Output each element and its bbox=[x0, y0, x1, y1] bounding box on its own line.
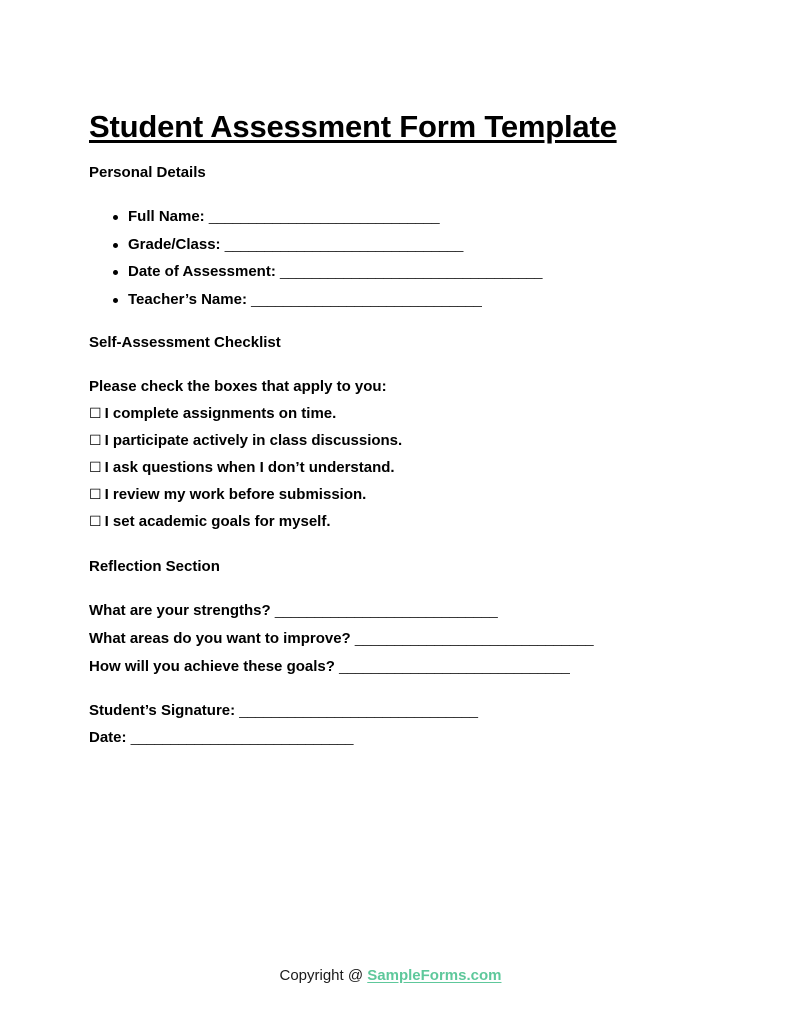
signature-block bbox=[89, 701, 478, 755]
answer-blank-strengths[interactable]: ____________________________ bbox=[274, 602, 498, 619]
list-item bbox=[89, 601, 593, 629]
answer-blank-achieve-goals[interactable]: _____________________________ bbox=[339, 658, 570, 675]
field-blank-full-name[interactable]: _____________________________ bbox=[208, 208, 440, 225]
field-blank-grade-class[interactable]: ______________________________ bbox=[224, 235, 463, 253]
page-title: Student Assessment Form Template bbox=[89, 108, 617, 144]
personal-details-list bbox=[89, 206, 542, 316]
footer bbox=[0, 965, 801, 987]
checkbox-icon[interactable]: ☐ bbox=[89, 460, 102, 476]
checkbox-icon[interactable]: ☐ bbox=[89, 433, 102, 449]
checklist-prompt: Please check the boxes that apply to you: bbox=[89, 378, 387, 395]
answer-blank-areas-to-improve[interactable]: ______________________________ bbox=[354, 630, 594, 647]
checklist-item-label: I complete assignments on time. bbox=[104, 405, 337, 422]
list-item bbox=[89, 701, 478, 728]
section-heading-personal-details: Personal Details bbox=[89, 164, 206, 181]
checkbox-icon[interactable]: ☐ bbox=[89, 406, 102, 422]
field-label-date-of-assessment: Date of Assessment: bbox=[128, 263, 276, 280]
field-label-full-name: Full Name: bbox=[128, 208, 205, 225]
field-label-date: Date: bbox=[89, 729, 127, 746]
section-heading-self-assessment-checklist: Self-Assessment Checklist bbox=[89, 334, 281, 351]
checklist-item-label: I ask questions when I don’t understand. bbox=[104, 459, 395, 476]
list-item bbox=[89, 629, 593, 657]
self-assessment-checklist bbox=[89, 404, 402, 539]
field-blank-date-of-assessment[interactable]: _________________________________ bbox=[280, 263, 543, 280]
list-item bbox=[89, 234, 542, 262]
list-item bbox=[89, 289, 542, 317]
field-blank-teachers-name[interactable]: _____________________________ bbox=[251, 290, 482, 308]
list-item bbox=[89, 728, 478, 755]
field-label-student-signature: Student’s Signature: bbox=[89, 702, 236, 719]
section-heading-reflection-section: Reflection Section bbox=[89, 558, 220, 575]
field-blank-student-signature[interactable]: ______________________________ bbox=[239, 702, 478, 719]
reflection-questions-list bbox=[89, 601, 593, 685]
checklist-item-label: I participate actively in class discussions. bbox=[104, 432, 403, 449]
question-label-areas-to-improve: What areas do you want to improve? bbox=[89, 630, 351, 647]
list-item[interactable] bbox=[89, 485, 402, 512]
list-item[interactable] bbox=[89, 458, 402, 485]
list-item[interactable] bbox=[89, 431, 402, 458]
field-label-teachers-name: Teacher’s Name: bbox=[128, 290, 247, 308]
copyright-text: Copyright @ bbox=[279, 967, 368, 984]
sampleforms-link[interactable]: SampleForms.com bbox=[367, 967, 502, 984]
list-item[interactable] bbox=[89, 404, 402, 431]
question-label-strengths: What are your strengths? bbox=[89, 602, 271, 619]
list-item bbox=[89, 261, 542, 289]
checklist-item-label: I set academic goals for myself. bbox=[104, 513, 331, 530]
checkbox-icon[interactable]: ☐ bbox=[89, 487, 102, 503]
field-blank-date[interactable]: ____________________________ bbox=[130, 729, 354, 746]
checkbox-icon[interactable]: ☐ bbox=[89, 514, 102, 530]
question-label-achieve-goals: How will you achieve these goals? bbox=[89, 658, 335, 675]
list-item[interactable] bbox=[89, 512, 402, 539]
checklist-item-label: I review my work before submission. bbox=[104, 486, 367, 503]
list-item bbox=[89, 206, 542, 234]
list-item bbox=[89, 657, 593, 685]
field-label-grade-class: Grade/Class: bbox=[128, 235, 221, 253]
